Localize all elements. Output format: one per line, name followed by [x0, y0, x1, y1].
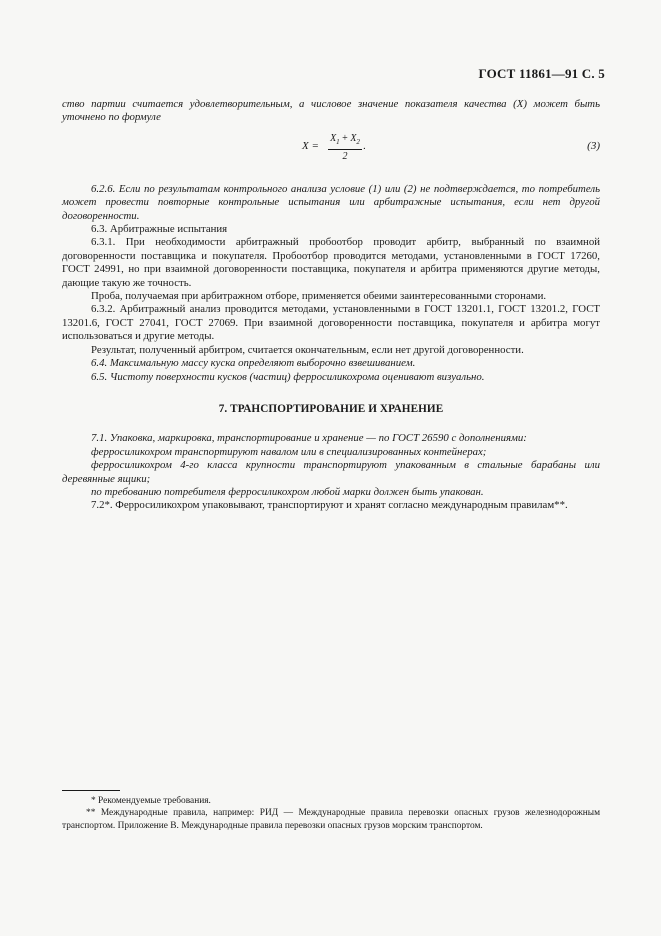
paragraph-6-4: 6.4. Максимальную массу куска определяют выборочно взвешиванием. [91, 357, 416, 370]
formula-3 [62, 133, 600, 173]
footnote-divider [62, 790, 120, 791]
paragraph-6-3-1: 6.3.1. При необходимости арбитражный пробоотбор проводит арбитр, выбранный по взаимной договоренности поставщика и покупателя. Пробоотбор проводится методами, установленными в ГОСТ 17260, ГОСТ 24991, но при взаимной договоренности поставщика, покупателя и арбитра применяются другие методы, дающие такую же точность. [62, 236, 600, 289]
footnote-2: ** Международные правила, например: РИД — Международные правила перевозки опасных грузов железнодорожным транспортом. Приложение В. Международные правила перевозки опасных грузов морским транспортом. [62, 808, 600, 831]
paragraph-6-2-6: 6.2.6. Если по результатам контрольного анализа условие (1) или (2) не подтверждается, то потребитель может провести повторные контрольные испытания или арбитражные испытания, если нет другой договоренности. [62, 182, 600, 222]
footnote-1: * Рекомендуемые требования. [91, 796, 211, 806]
paragraph-7-1-a: ферросиликохром транспортируют навалом или в специализированных контейнерах; [91, 445, 487, 458]
footnotes [62, 790, 600, 832]
paragraph-6-5: 6.5. Чистоту поверхности кусков (частиц) ферросиликохрома оценивают визуально. [91, 370, 485, 383]
page-body [62, 98, 600, 513]
paragraph-7-1: 7.1. Упаковка, маркировка, транспортирование и хранение — по ГОСТ 26590 с дополнениями: [91, 432, 527, 445]
paragraph-6-3: 6.3. Арбитражные испытания [91, 223, 228, 236]
paragraph-result: Результат, полученный арбитром, считается окончательным, если нет другой договоренности. [91, 343, 524, 356]
formula-dot: . [363, 139, 366, 152]
formula-numerator: $X_1 + X_2$ [328, 133, 362, 150]
section-7-title: 7. ТРАНСПОРТИРОВАНИЕ И ХРАНЕНИЕ [218, 402, 444, 415]
formula-fraction [328, 133, 362, 163]
paragraph-proba: Проба, получаемая при арбитражном отборе, применяется обеими заинтересованными сторонами. [91, 290, 547, 303]
formula-lhs: X = [302, 139, 319, 152]
paragraph-7-1-b: ферросиликохром 4-го класса крупности транспортируют упакованным в стальные барабаны или деревянные ящики; [62, 459, 600, 485]
page-header: ГОСТ 11861—91 С. 5 [478, 66, 605, 81]
formula-number: (3) [587, 139, 600, 152]
paragraph-6-3-2: 6.3.2. Арбитражный анализ проводится методами, установленными в ГОСТ 13201.1, ГОСТ 13201.2, ГОСТ 13201.6, ГОСТ 27041, ГОСТ 27069. При взаимной договоренности поставщика, покупателя и арбитра могут использоваться и другие методы. [62, 303, 600, 343]
paragraph-7-2: 7.2*. Ферросиликохром упаковывают, транспортируют и хранят согласно международным правилам**. [91, 499, 568, 512]
paragraph-7-1-c: по требованию потребителя ферросиликохром любой марки должен быть упакован. [91, 485, 484, 498]
intro-paragraph: ство партии считается удовлетворительным, а числовое значение показателя качества (X) может быть уточнено по формуле [62, 98, 600, 124]
formula-denominator: 2 [342, 150, 348, 162]
